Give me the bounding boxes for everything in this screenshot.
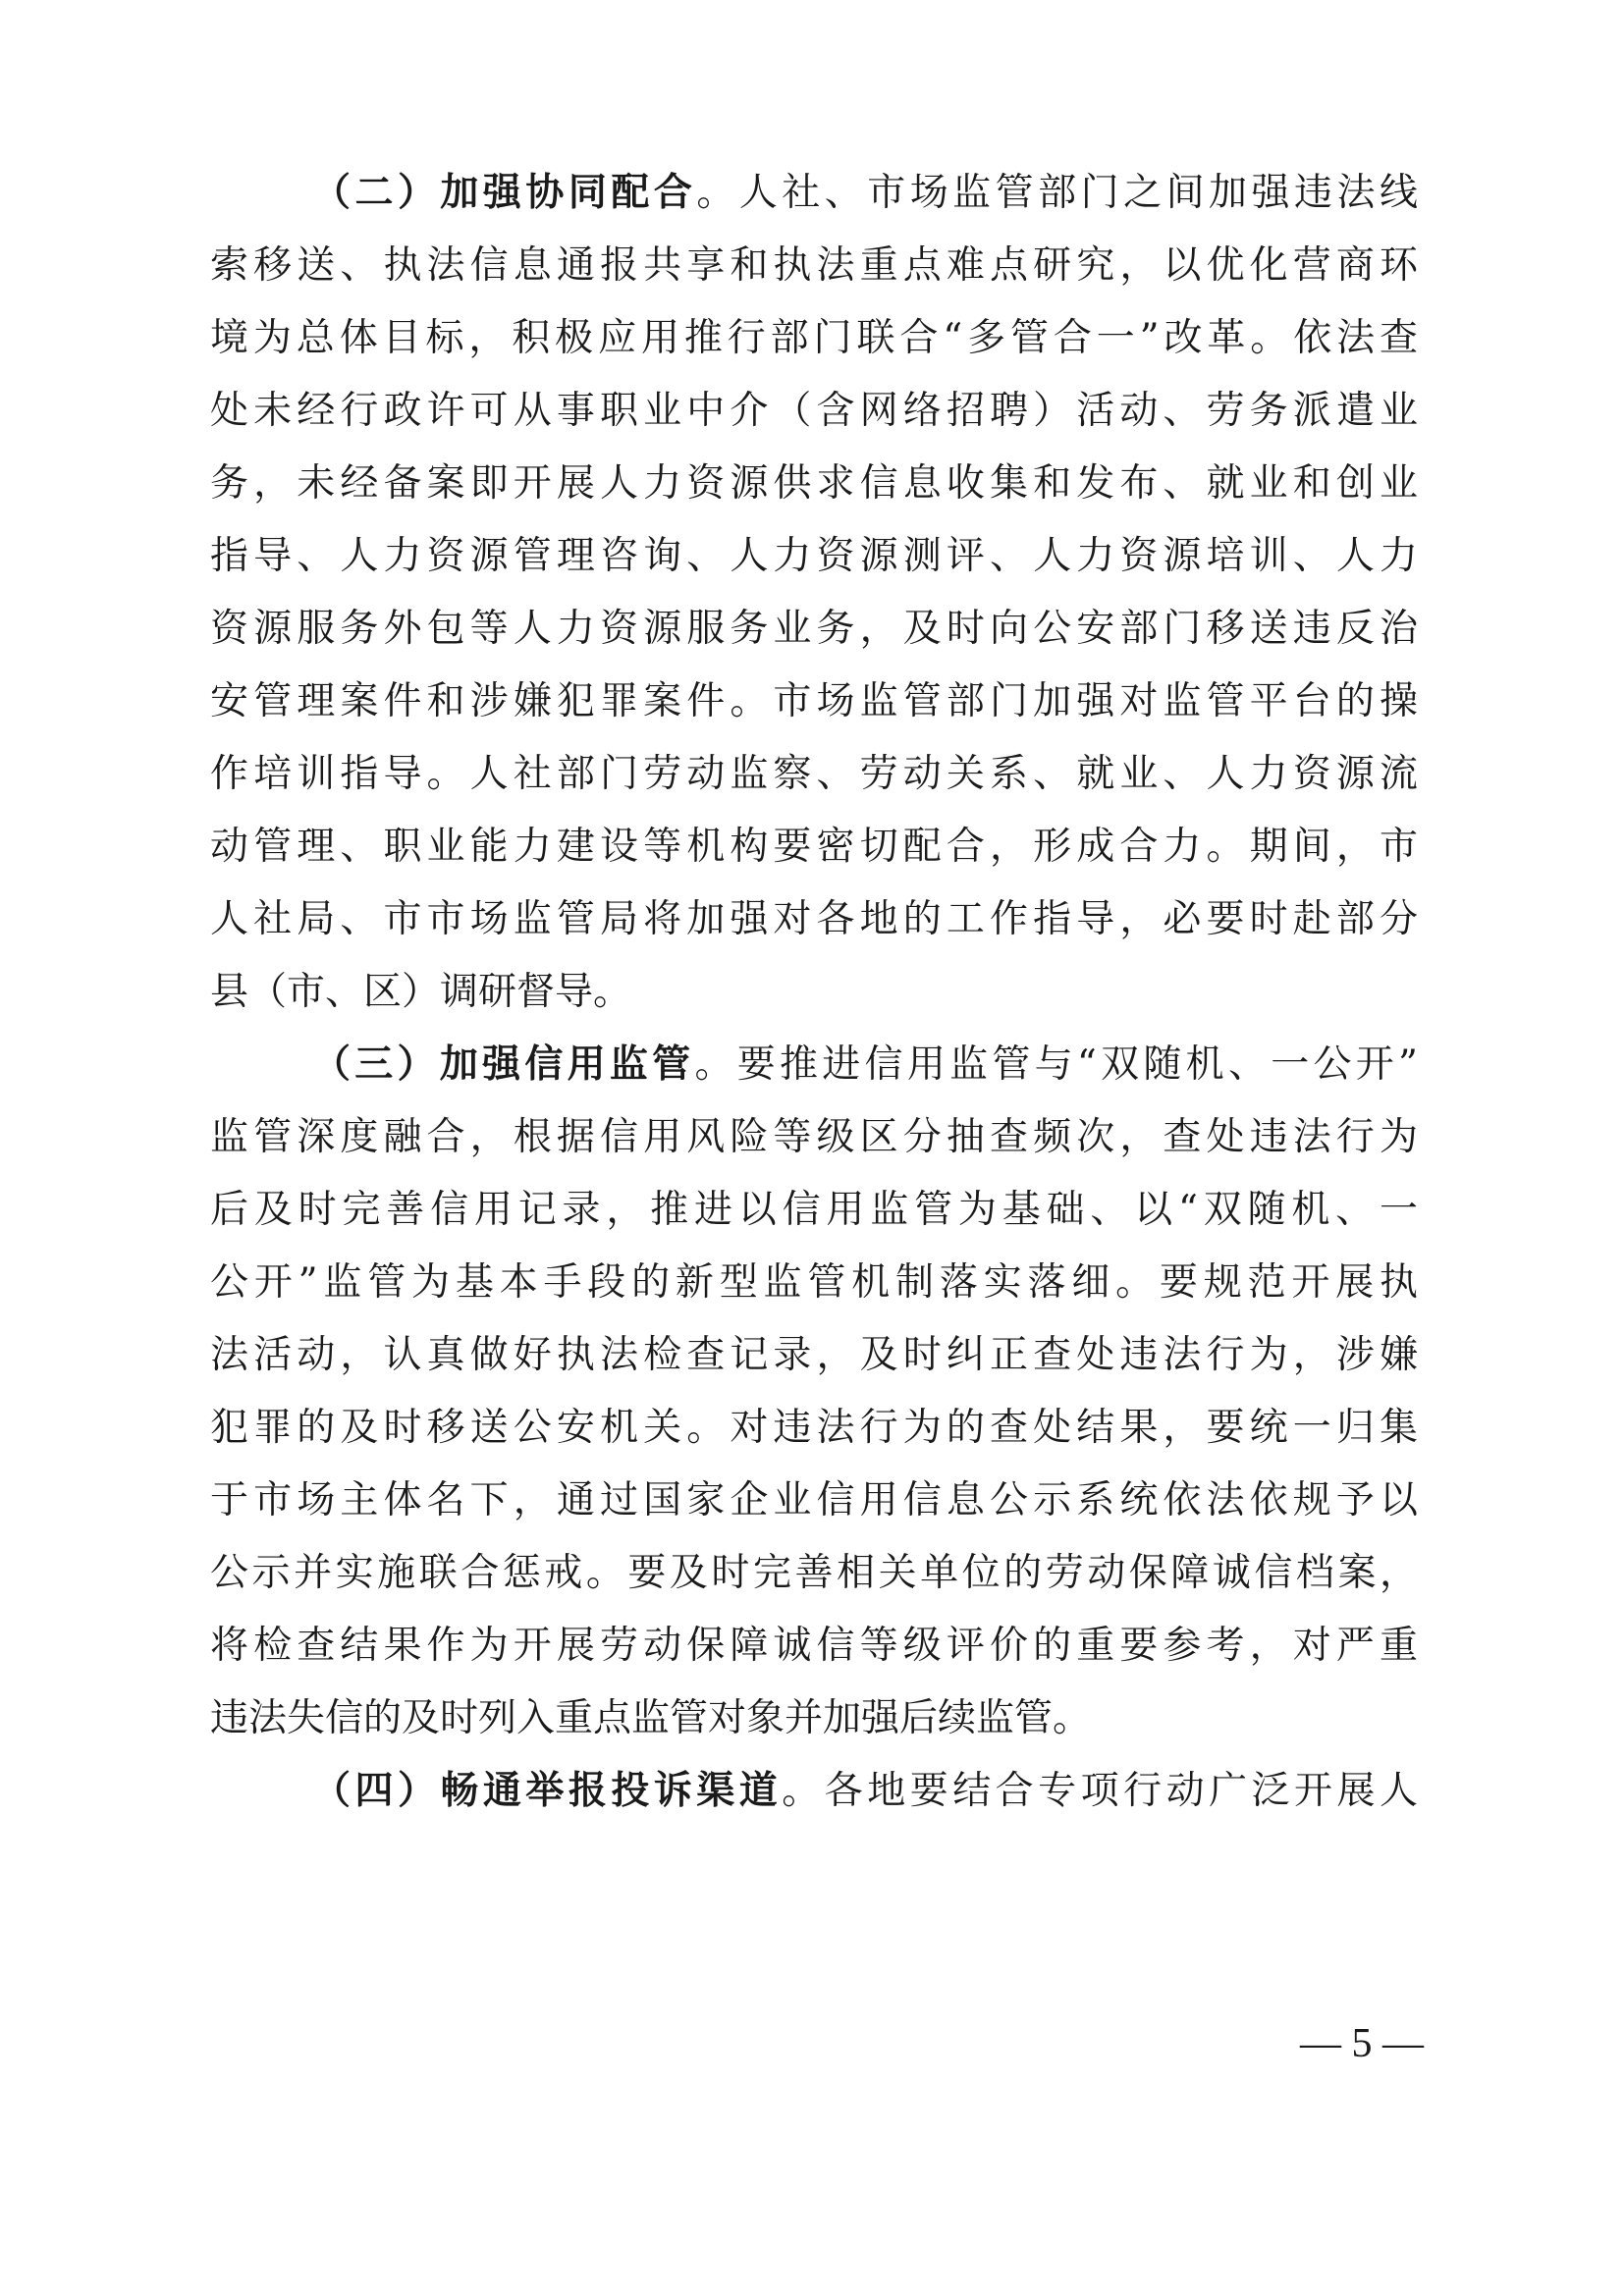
para-2-line-2: 索移送、执法信息通报共享和执法重点难点研究，以优化营商环 [210,243,1418,288]
para-3-line-8: 公示并实施联合惩戒。要及时完善相关单位的劳动保障诚信档案， [210,1551,1418,1595]
para-3-line-5: 法活动，认真做好执法检查记录，及时纠正查处违法行为，涉嫌 [210,1333,1418,1377]
para-2-line-1-text: 。人社、市场监管部门之间加强违法线 [696,171,1418,215]
para-2-line-4: 处未经行政许可从事职业中介（含网络招聘）活动、劳务派遣业 [210,389,1418,433]
para-3-line-10: 违法失信的及时列入重点监管对象并加强后续监管。 [210,1696,1092,1740]
para-2-line-1 [312,157,1418,230]
para-3-line-3: 后及时完善信用记录，推进以信用监管为基础、以“双随机、一 [210,1188,1418,1232]
para-3-line-7: 于市场主体名下，通过国家企业信用信息公示系统依法依规予以 [210,1478,1418,1522]
para-2-line-7: 资源服务外包等人力资源服务业务，及时向公安部门移送违反治 [210,607,1418,651]
para-2-line-12: 县（市、区）调研督导。 [210,970,632,1014]
para-2-line-8: 安管理案件和涉嫌犯罪案件。市场监管部门加强对监管平台的操 [210,679,1418,723]
para-3-line-1-text: 。要推进信用监管与“双随机、一公开” [694,1042,1418,1087]
para-2-line-6: 指导、人力资源管理咨询、人力资源测评、人力资源培训、人力 [210,534,1418,578]
para-4-heading: （四）畅通举报投诉渠道 [312,1769,783,1813]
para-3-line-1 [312,1029,1418,1101]
para-3-line-6: 犯罪的及时移送公安机关。对违法行为的查处结果，要统一归集 [210,1406,1418,1450]
para-4-line-1 [312,1755,1418,1828]
para-4-line-1-text: 。各地要结合专项行动广泛开展人 [782,1769,1418,1813]
para-2-line-10: 动管理、职业能力建设等机构要密切配合，形成合力。期间，市 [210,825,1418,869]
para-2-line-3: 境为总体目标，积极应用推行部门联合“多管合一”改革。依法查 [210,316,1418,360]
para-3-line-4: 公开”监管为基本手段的新型监管机制落实落细。要规范开展执 [210,1260,1418,1305]
para-3-line-9: 将检查结果作为开展劳动保障诚信等级评价的重要参考，对严重 [210,1624,1418,1668]
para-2-line-9: 作培训指导。人社部门劳动监察、劳动关系、就业、人力资源流 [210,752,1418,796]
para-2-heading: （二）加强协同配合 [312,171,697,215]
para-2-line-5: 务，未经备案即开展人力资源供求信息收集和发布、就业和创业 [210,461,1418,506]
para-2-line-11: 人社局、市市场监管局将加强对各地的工作指导，必要时赴部分 [210,897,1418,941]
para-3-heading: （三）加强信用监管 [312,1042,695,1087]
page-number: — 5 — [1300,2021,1424,2066]
para-3-line-2: 监管深度融合，根据信用风险等级区分抽查频次，查处违法行为 [210,1115,1418,1159]
